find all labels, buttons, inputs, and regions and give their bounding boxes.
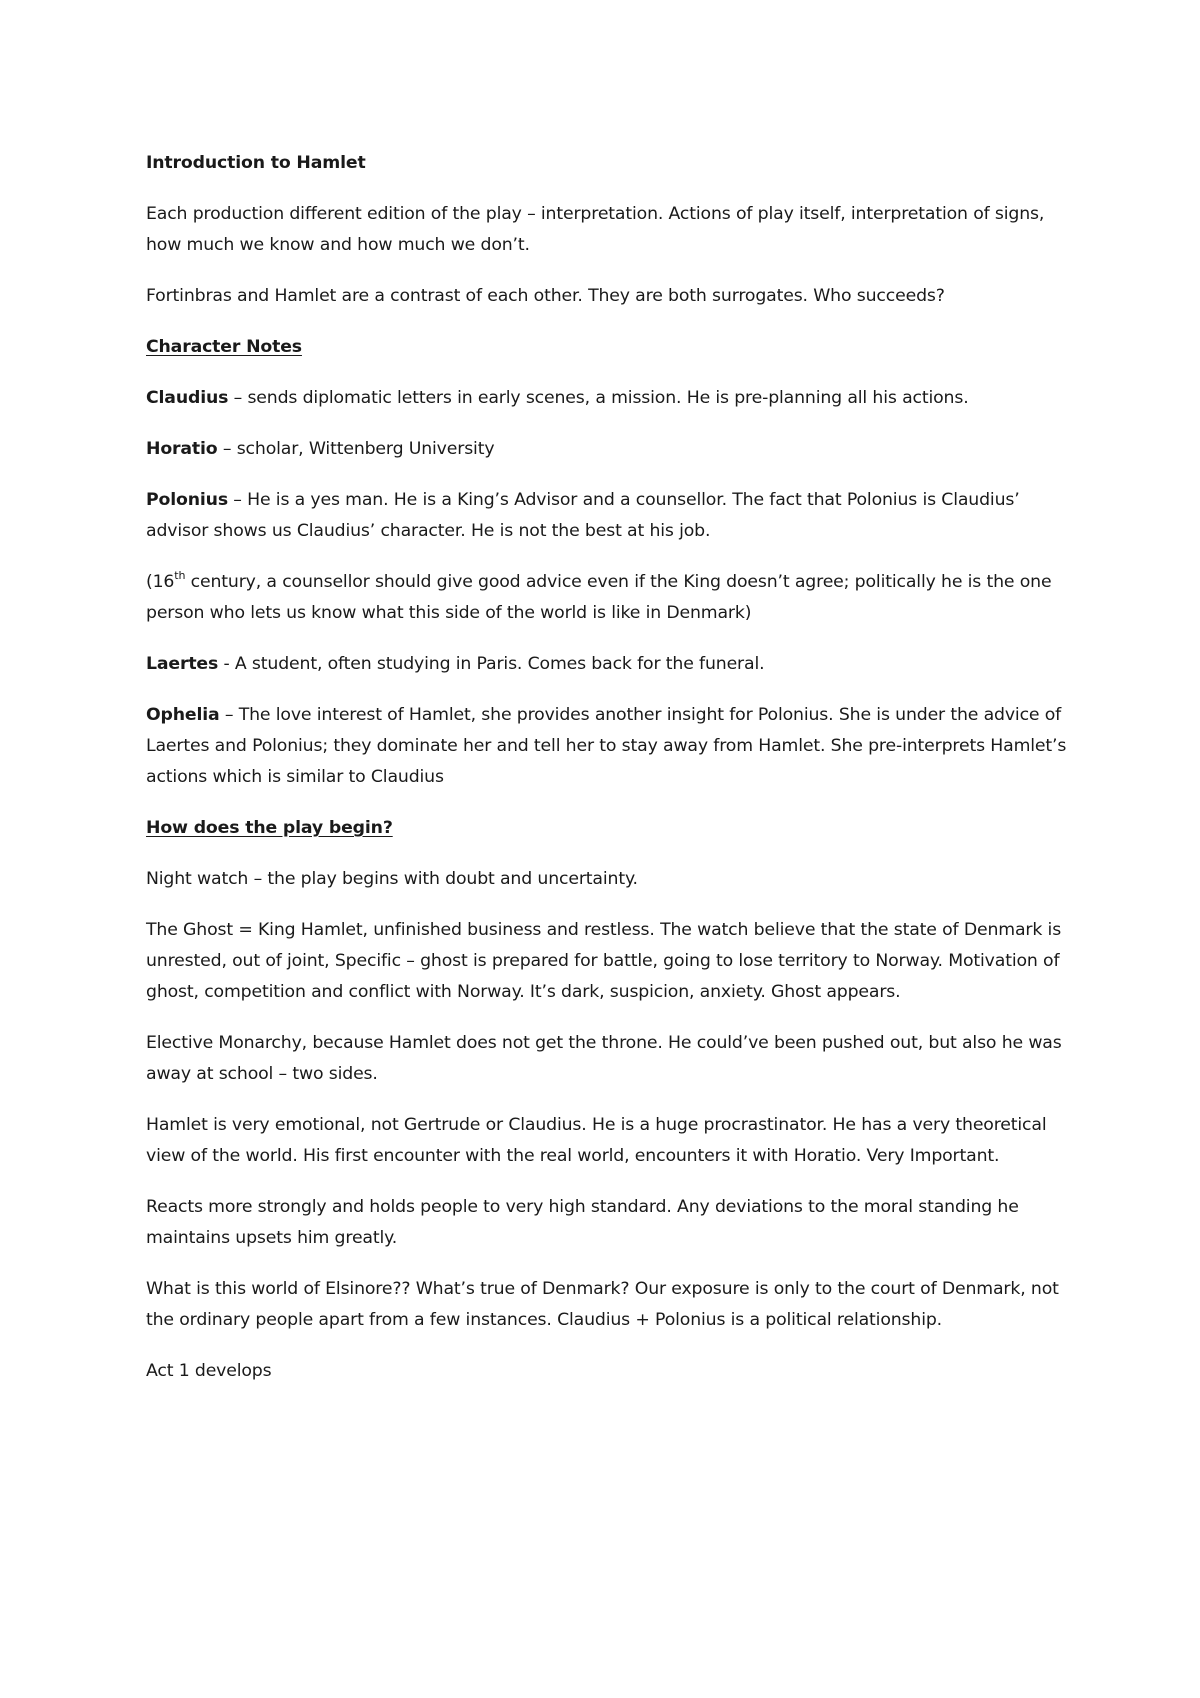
character-desc-polonius: – He is a yes man. He is a King’s Advisor and a counsellor. The fact that Polonius is Claudius’ advisor shows us Claudius’ character. He is not the best at his job. xyxy=(146,490,1020,541)
body-paragraph: Act 1 develops xyxy=(146,1361,272,1381)
character-note-laertes xyxy=(146,649,1076,680)
fortinbras-paragraph: Fortinbras and Hamlet are a contrast of each other. They are both surrogates. Who succeeds? xyxy=(146,286,945,306)
character-notes-heading: Character Notes xyxy=(146,337,302,357)
character-note-polonius xyxy=(146,485,1076,547)
intro-paragraph: Each production different edition of the play – interpretation. Actions of play itself, interpretation of signs, how much we know and how much we don’t. xyxy=(146,204,1045,255)
body-paragraph: The Ghost = King Hamlet, unfinished business and restless. The watch believe that the state of Denmark is unrested, out of joint, Specific – ghost is prepared for battle, going to lose territory to Norway. Motivation of ghost, competition and conflict with Norway. It’s dark, suspicion, anxiety. Ghost appears. xyxy=(146,920,1062,1002)
century-note xyxy=(146,567,1076,629)
character-name-polonius: Polonius xyxy=(146,490,228,510)
body-paragraph: Reacts more strongly and holds people to very high standard. Any deviations to the moral standing he maintains upsets him greatly. xyxy=(146,1197,1019,1248)
character-desc-claudius: – sends diplomatic letters in early scenes, a mission. He is pre-planning all his actions. xyxy=(228,388,969,408)
character-note-ophelia xyxy=(146,700,1076,793)
character-name-horatio: Horatio xyxy=(146,439,218,459)
body-paragraph: Night watch – the play begins with doubt and uncertainty. xyxy=(146,869,638,889)
body-paragraph: What is this world of Elsinore?? What’s true of Denmark? Our exposure is only to the court of Denmark, not the ordinary people apart from a few instances. Claudius + Polonius is a political relationship. xyxy=(146,1279,1059,1330)
century-note-superscript: th xyxy=(174,569,186,583)
character-name-claudius: Claudius xyxy=(146,388,229,408)
character-desc-horatio: – scholar, Wittenberg University xyxy=(217,439,495,459)
character-desc-laertes: - A student, often studying in Paris. Comes back for the funeral. xyxy=(218,654,765,674)
body-paragraph: Hamlet is very emotional, not Gertrude or Claudius. He is a huge procrastinator. He has a very theoretical view of the world. His first encounter with the real world, encounters it with Horatio. Very Important. xyxy=(146,1115,1047,1166)
body-paragraph: Elective Monarchy, because Hamlet does not get the throne. He could’ve been pushed out, but also he was away at school – two sides. xyxy=(146,1033,1062,1084)
character-note-horatio xyxy=(146,434,1076,465)
century-note-prefix: (16 xyxy=(146,572,175,592)
document-page xyxy=(146,148,1076,1407)
document-title: Introduction to Hamlet xyxy=(146,153,366,173)
character-name-ophelia: Ophelia xyxy=(146,705,220,725)
play-begin-heading: How does the play begin? xyxy=(146,818,393,838)
century-note-text: century, a counsellor should give good advice even if the King doesn’t agree; politically he is the one person who lets us know what this side of the world is like in Denmark) xyxy=(146,572,1052,623)
character-desc-ophelia: – The love interest of Hamlet, she provides another insight for Polonius. She is under the advice of Laertes and Polonius; they dominate her and tell her to stay away from Hamlet. She pre-interprets Hamlet’s actions which is similar to Claudius xyxy=(146,705,1067,787)
character-note-claudius xyxy=(146,383,1076,414)
character-name-laertes: Laertes xyxy=(146,654,219,674)
